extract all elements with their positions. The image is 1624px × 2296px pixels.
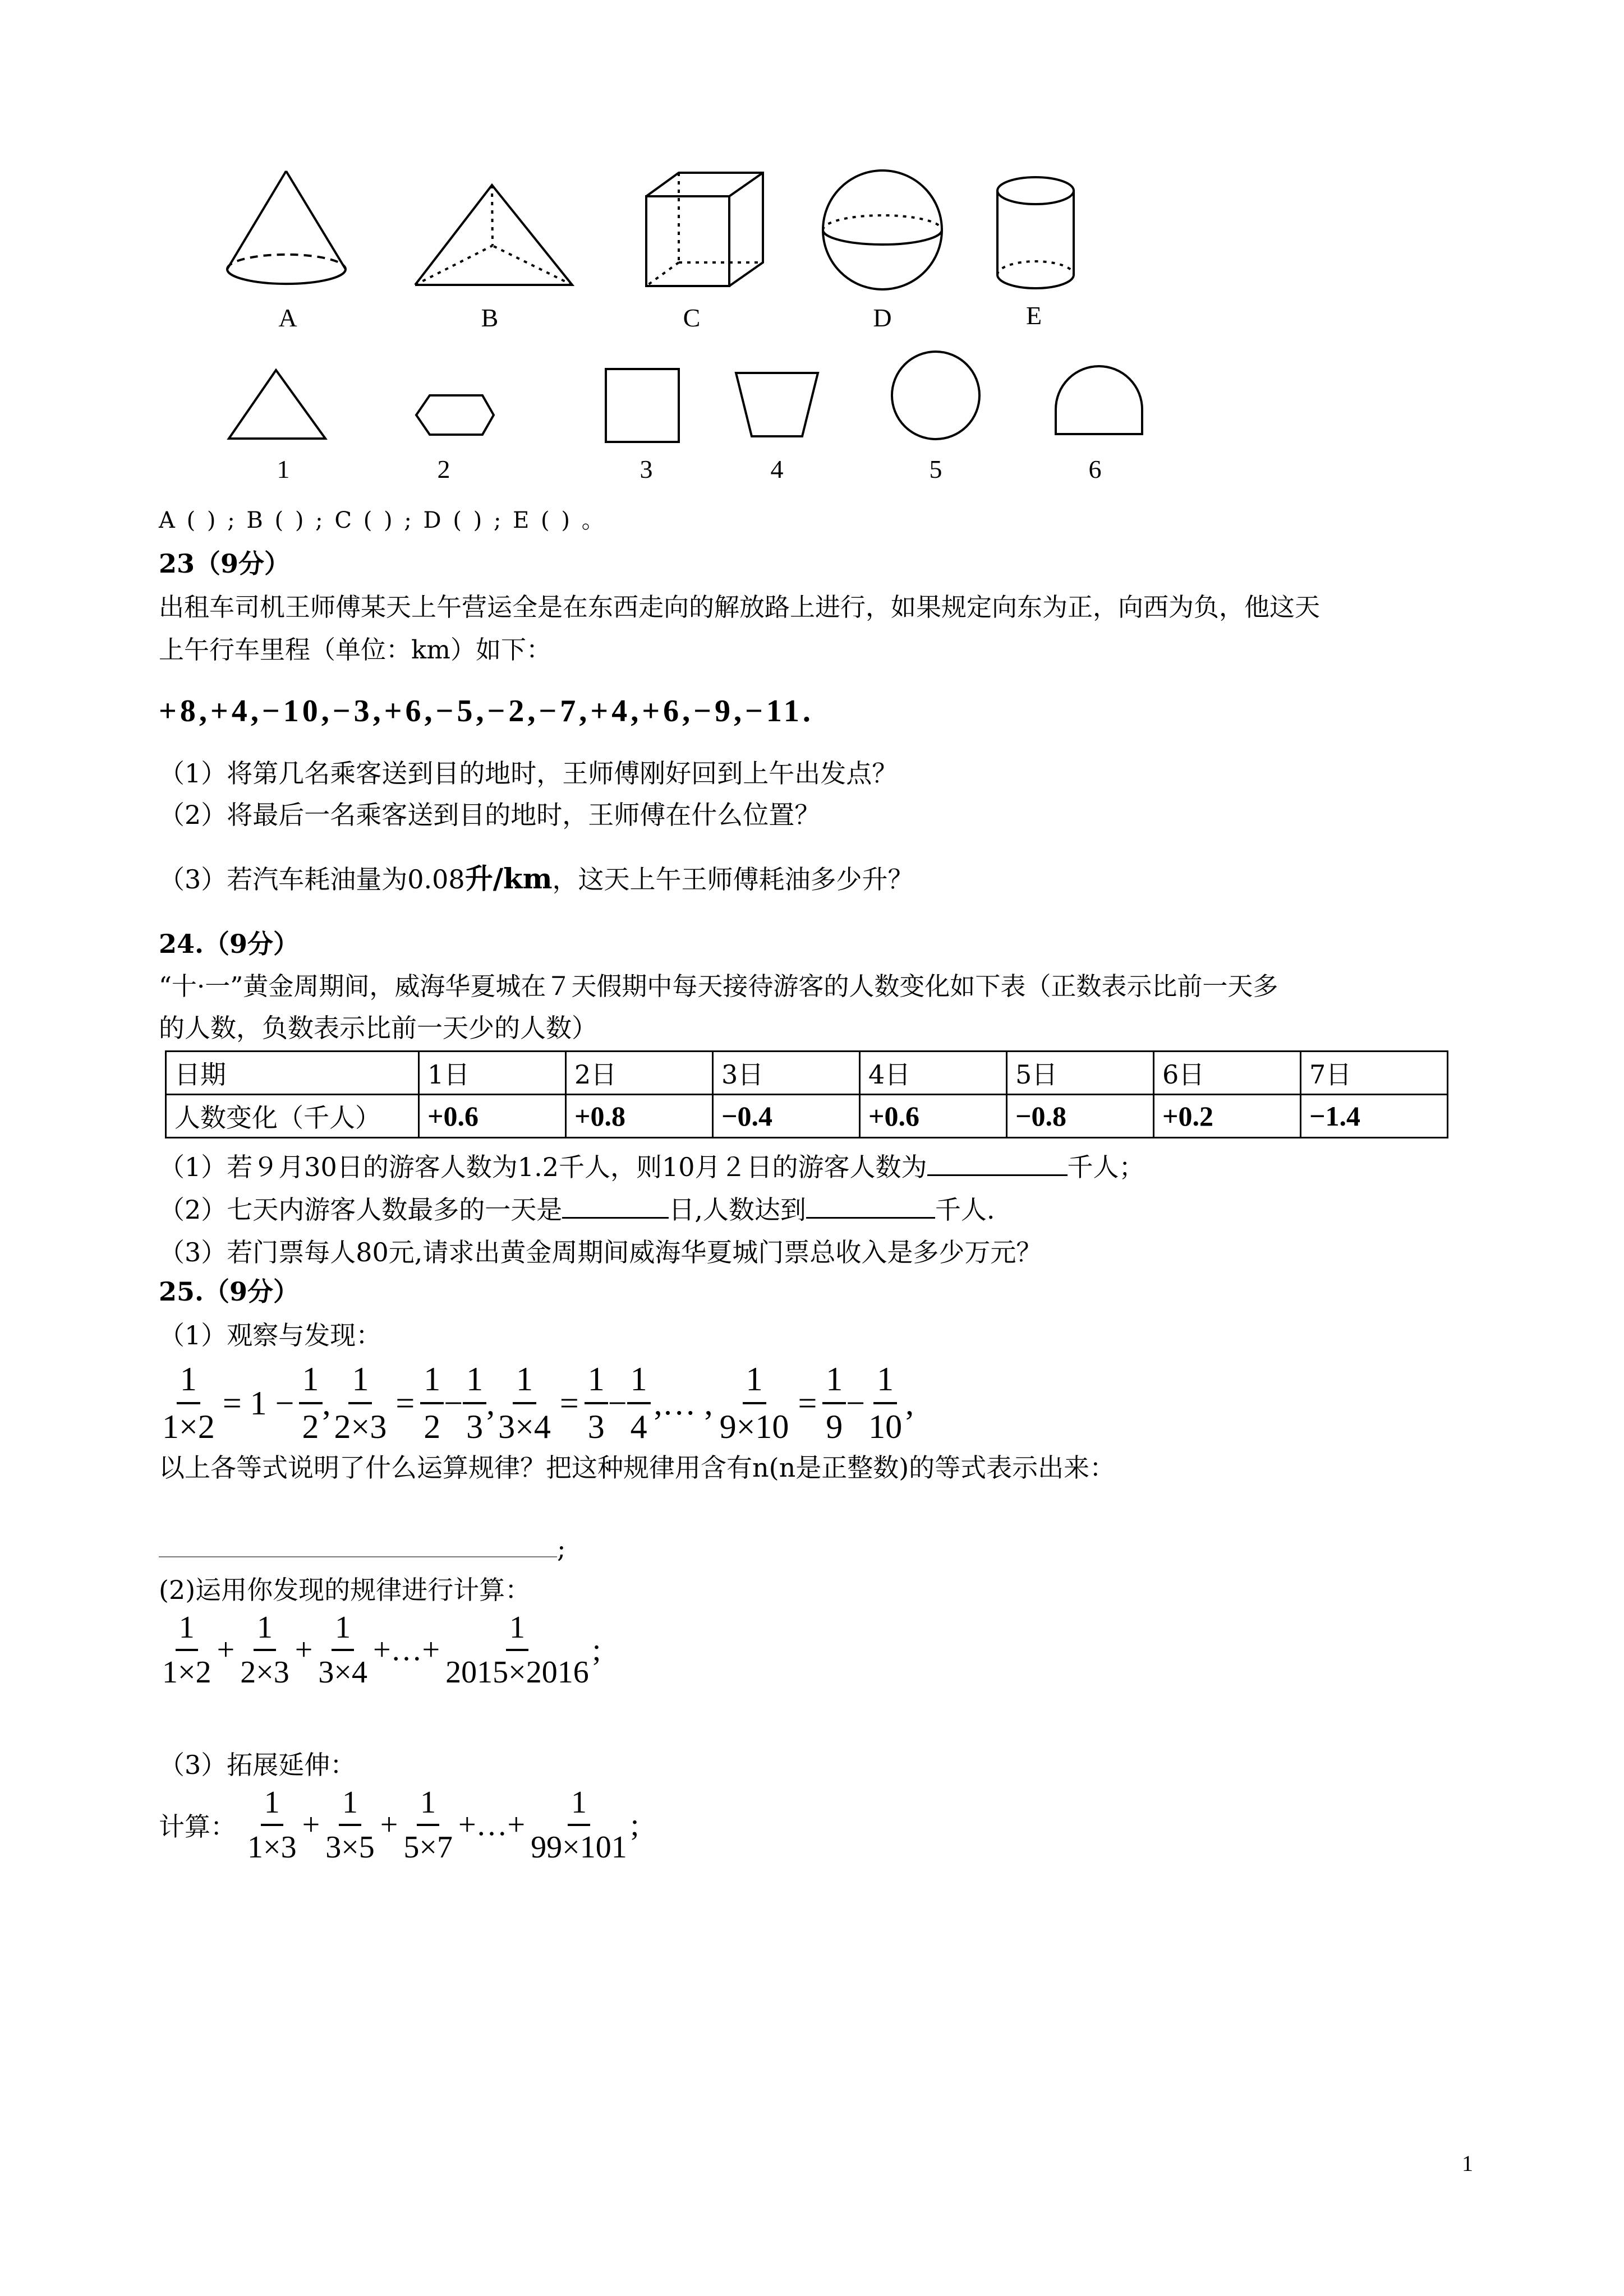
fraction: $\frac{1}{10}$ — [868, 1361, 903, 1445]
square-view — [606, 369, 679, 442]
solid-label-e: E — [1025, 301, 1042, 330]
sum-expression-1 — [159, 1610, 601, 1690]
answer-line: A ( ) ; B ( ) ; C ( ) ; D ( ) ; E ( ) 。 — [159, 508, 604, 533]
triangle-view — [229, 370, 325, 439]
observation-equations — [159, 1360, 914, 1446]
equals-sign: = — [395, 1384, 415, 1422]
view-label-1: 1 — [277, 455, 290, 483]
fraction: $\frac{1}{3}$ — [463, 1360, 486, 1446]
sphere-figure — [823, 170, 942, 289]
q25-rule-prompt: 以上各等式说明了什么运算规律？把这种规律用含有n(n是正整数)的等式表示出来： — [159, 1453, 1116, 1483]
plus-sign: + — [295, 1633, 313, 1667]
page-number: 1 — [1462, 2151, 1473, 2176]
cube-figure — [646, 173, 763, 286]
calc-label: 计算： — [159, 1811, 236, 1842]
q23-sub-3-c: ，这天上午王师傅耗油多少升？ — [552, 864, 914, 895]
q25-sub-1: （1）观察与发现： — [159, 1320, 382, 1350]
fraction: $\frac{1}{1\times 2}$ — [162, 1610, 211, 1690]
fraction: $\frac{1}{2}$ — [420, 1360, 444, 1446]
table-header-cell: 2日 — [566, 1052, 713, 1095]
table-cell: +0.2 — [1154, 1095, 1301, 1138]
q25-sub-3: （3）拓展延伸： — [159, 1750, 356, 1780]
plus-sign: + — [380, 1808, 398, 1842]
table-cell: +0.6 — [860, 1095, 1007, 1138]
plus-sign: + — [302, 1808, 320, 1842]
minus-sign: − — [444, 1384, 463, 1422]
q24-sub-1-a: （1）若９月30日的游客人数为1.2千人，则10月２日的游客人数为 — [159, 1152, 927, 1182]
semicolon: ; — [592, 1633, 601, 1667]
answer-blank[interactable] — [806, 1217, 935, 1219]
q24-sub-2 — [159, 1197, 995, 1223]
cone-figure — [227, 171, 346, 284]
table-header-cell: 5日 — [1007, 1052, 1154, 1095]
cylinder-figure — [997, 177, 1074, 288]
semicolon: ; — [630, 1808, 640, 1842]
view-label-6: 6 — [1088, 455, 1102, 483]
q24-sub-1-b: 千人； — [1067, 1152, 1145, 1182]
fraction: $\frac{1}{3\times 4}$ — [318, 1610, 367, 1690]
fraction: $\frac{1}{3\times 5}$ — [325, 1785, 375, 1865]
equation-text: = 1 − — [222, 1384, 295, 1422]
q24-text-2: 的人数，负数表示比前一天少的人数） — [159, 1013, 597, 1043]
q23-sub-1: （1）将第几名乘客送到目的地时，王师傅刚好回到上午出发点？ — [159, 758, 898, 789]
q23-text-1: 出租车司机王师傅某天上午营运全是在东西走向的解放路上进行，如果规定向东为正，向西为负，他这天 — [159, 592, 1321, 622]
view-label-2: 2 — [437, 455, 450, 483]
semicolon: ; — [557, 1533, 566, 1564]
view-label-3: 3 — [640, 455, 653, 483]
q23-mileage-data: +8,+4,−10,−3,+6,−5,−2,−7,+4,+6,−9,−11. — [159, 694, 814, 729]
q23-text-2: 上午行车里程（单位：km）如下： — [159, 635, 551, 665]
solid-label-a: A — [278, 303, 297, 332]
minus-sign: − — [608, 1384, 627, 1422]
fraction: $\frac{1}{5\times 7}$ — [403, 1785, 453, 1865]
table-header-row — [166, 1052, 1448, 1095]
q23-sub-3-unit: 升/km — [464, 862, 553, 895]
fraction: $\frac{1}{4}$ — [627, 1360, 651, 1446]
fraction: $\frac{1}{2}$ — [299, 1360, 323, 1446]
q23-sub-2: （2）将最后一名乘客送到目的地时，王师傅在什么位置？ — [159, 800, 821, 830]
q24-text-1: “十·一”黄金周期间，威海华夏城在７天假期中每天接待游客的人数变化如下表（正数表示比前一天多 — [159, 971, 1278, 1001]
table-cell: −0.4 — [713, 1095, 860, 1138]
trapezoid-view — [736, 373, 818, 436]
fraction: $\frac{1}{2015\times 2016}$ — [445, 1610, 589, 1690]
fraction: $\frac{1}{3\times 4}$ — [498, 1361, 551, 1445]
table-row-label: 人数变化（千人） — [166, 1095, 419, 1138]
comma: , — [486, 1384, 495, 1422]
q23-sub-3 — [159, 862, 914, 895]
sum-expression-2 — [159, 1785, 639, 1865]
solid-figures — [0, 0, 1624, 505]
solid-label-b: B — [481, 303, 499, 332]
answer-blank[interactable] — [927, 1174, 1068, 1176]
table-cell: +0.6 — [419, 1095, 566, 1138]
minus-sign: − — [846, 1384, 866, 1422]
fraction: $\frac{1}{9\times 10}$ — [719, 1361, 789, 1445]
q25-sub-2: (2)运用你发现的规律进行计算： — [159, 1575, 531, 1605]
comma: , — [905, 1384, 914, 1422]
q23-sub-3-a: （3）若汽车耗油量为0.08 — [159, 864, 465, 895]
q24-sub-2-b: 日,人数达到 — [669, 1195, 806, 1225]
table-cell: +0.8 — [566, 1095, 713, 1138]
fraction: $\frac{1}{2\times 3}$ — [240, 1610, 289, 1690]
view-label-4: 4 — [770, 455, 784, 483]
table-header-cell: 4日 — [860, 1052, 1007, 1095]
answer-blank[interactable] — [562, 1217, 669, 1219]
q25-title: 25.（9分） — [159, 1276, 300, 1307]
q24-title: 24.（9分） — [159, 929, 300, 959]
comma: , — [322, 1384, 331, 1422]
ellipsis: ,… , — [654, 1384, 713, 1422]
q23-title: 23（9分） — [159, 548, 291, 579]
visitor-change-table — [165, 1050, 1448, 1138]
semicircle-view — [1056, 366, 1142, 434]
table-header-cell: 3日 — [713, 1052, 860, 1095]
fraction: $\frac{1}{1\times 3}$ — [247, 1785, 297, 1865]
table-cell: −1.4 — [1301, 1095, 1448, 1138]
q25-rule-answer — [159, 1533, 566, 1564]
table-row — [166, 1095, 1448, 1138]
ellipsis: +…+ — [458, 1808, 526, 1842]
q24-sub-3: （3）若门票每人80元,请求出黄金周期间威海华夏城门票总收入是多少万元？ — [159, 1237, 1042, 1267]
fraction: $\frac{1}{9}$ — [822, 1360, 846, 1446]
ellipsis: +…+ — [372, 1633, 440, 1667]
table-header-cell: 7日 — [1301, 1052, 1448, 1095]
equals-sign: = — [798, 1384, 817, 1422]
q24-sub-2-c: 千人. — [935, 1195, 995, 1225]
table-header-cell: 日期 — [166, 1052, 419, 1095]
table-header-cell: 6日 — [1154, 1052, 1301, 1095]
solid-label-c: C — [683, 303, 701, 332]
answer-blank[interactable] — [159, 1556, 557, 1557]
plus-sign: + — [217, 1633, 235, 1667]
q24-sub-1 — [159, 1154, 1145, 1180]
view-label-5: 5 — [929, 455, 942, 483]
fraction: $\frac{1}{3}$ — [585, 1360, 608, 1446]
circle-view — [892, 352, 979, 439]
hexagon-view — [416, 395, 494, 435]
solid-label-d: D — [873, 303, 892, 332]
fraction: $\frac{1}{1\times 2}$ — [162, 1361, 215, 1445]
fraction: $\frac{1}{2\times 3}$ — [334, 1361, 387, 1445]
equals-sign: = — [559, 1384, 579, 1422]
fraction: $\frac{1}{99\times 101}$ — [531, 1785, 627, 1865]
table-cell: −0.8 — [1007, 1095, 1154, 1138]
tetrahedron-figure — [415, 185, 572, 285]
table-header-cell: 1日 — [419, 1052, 566, 1095]
q24-sub-2-a: （2）七天内游客人数最多的一天是 — [159, 1195, 563, 1225]
